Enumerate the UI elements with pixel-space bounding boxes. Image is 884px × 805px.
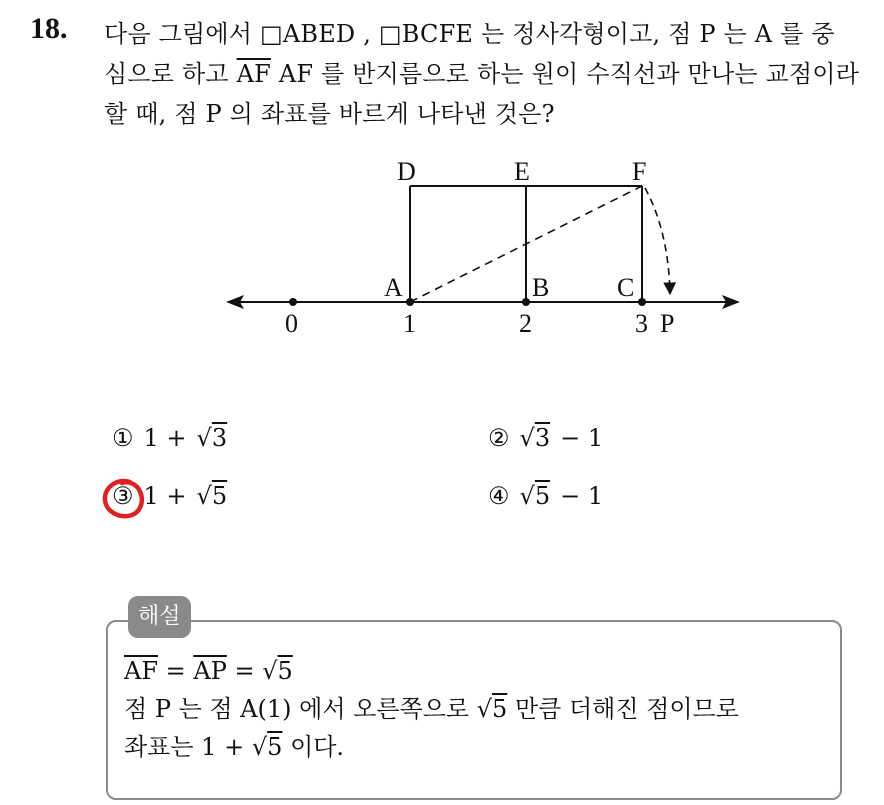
- label-e: E: [514, 157, 530, 186]
- point-b-dot: [522, 298, 530, 306]
- explanation-sqrt-3: √5: [251, 733, 283, 761]
- question-number: 18.: [30, 12, 68, 45]
- choice-2-number: ②: [488, 424, 510, 452]
- label-f: F: [632, 157, 647, 186]
- tick-label-2: 2: [519, 309, 532, 338]
- choice-2-sqrt: √3: [519, 424, 551, 452]
- choice-4[interactable]: [488, 482, 603, 510]
- label-a: A: [384, 273, 403, 302]
- explanation-line-2-b: 만큼 더해진 점이므로: [514, 695, 739, 723]
- segment-af: $\overline{AF}$: [236, 60, 271, 88]
- choice-1-sqrt: √3: [196, 424, 228, 452]
- explanation-line-1: $\overline{AF} = \overline{AP} = √5$: [124, 652, 844, 690]
- tick-label-1: 1: [403, 309, 416, 338]
- explanation-line-3-a: 좌표는 1 +: [124, 733, 245, 761]
- choice-3-prefix: 1 +: [143, 482, 187, 510]
- choice-2[interactable]: [488, 424, 603, 452]
- question-line-1: 다음 그림에서 □ABED , □BCFE 는 정사각형이고, 점 P 는 A 를 중: [104, 20, 835, 48]
- choice-3-number: ③: [112, 482, 134, 510]
- explanation-line-2-a: 점 P 는 점 A(1) 에서 오른쪽으로: [124, 695, 470, 723]
- label-d: D: [397, 157, 416, 186]
- label-p: P: [660, 309, 675, 338]
- point-c-dot: [638, 298, 646, 306]
- question-line-2-prefix: 심으로 하고: [104, 60, 229, 88]
- explanation-sqrt-1: √5: [262, 657, 293, 685]
- label-b: B: [532, 273, 550, 302]
- choice-4-suffix: − 1: [560, 482, 604, 510]
- choice-1[interactable]: [112, 424, 227, 452]
- explanation-line-3-b: 이다.: [290, 733, 345, 761]
- choice-3[interactable]: [112, 482, 227, 510]
- question-line-2-rest: AF 를 반지름으로 하는 원이 수직선과 만나는 교점이라: [278, 60, 860, 88]
- point-a-dot: [406, 298, 414, 306]
- point-0-dot: [289, 298, 297, 306]
- segment-af-expl: $\overline{AF}$: [124, 657, 158, 685]
- tick-label-0: 0: [285, 309, 298, 338]
- choice-1-number: ①: [112, 424, 134, 452]
- dashed-arc-fp: [645, 188, 670, 292]
- explanation-sqrt-2: √5: [476, 695, 508, 723]
- number-line-figure: [0, 0, 884, 380]
- choice-3-sqrt: √5: [196, 482, 228, 510]
- segment-ap-expl: $\overline{AP}$: [193, 657, 227, 685]
- explanation-text: [124, 652, 844, 766]
- choice-4-number: ④: [488, 482, 510, 510]
- explanation-line-3: [124, 728, 844, 766]
- label-c: C: [617, 273, 635, 302]
- choice-4-sqrt: √5: [519, 482, 551, 510]
- explanation-line-2: [124, 690, 844, 728]
- question-line-3: 할 때, 점 P 의 좌표를 바르게 나타낸 것은?: [104, 100, 555, 128]
- tick-label-3: 3: [635, 309, 648, 338]
- choice-2-suffix: − 1: [560, 424, 604, 452]
- choice-1-prefix: 1 +: [143, 424, 187, 452]
- explanation-tag: 해설: [128, 596, 191, 638]
